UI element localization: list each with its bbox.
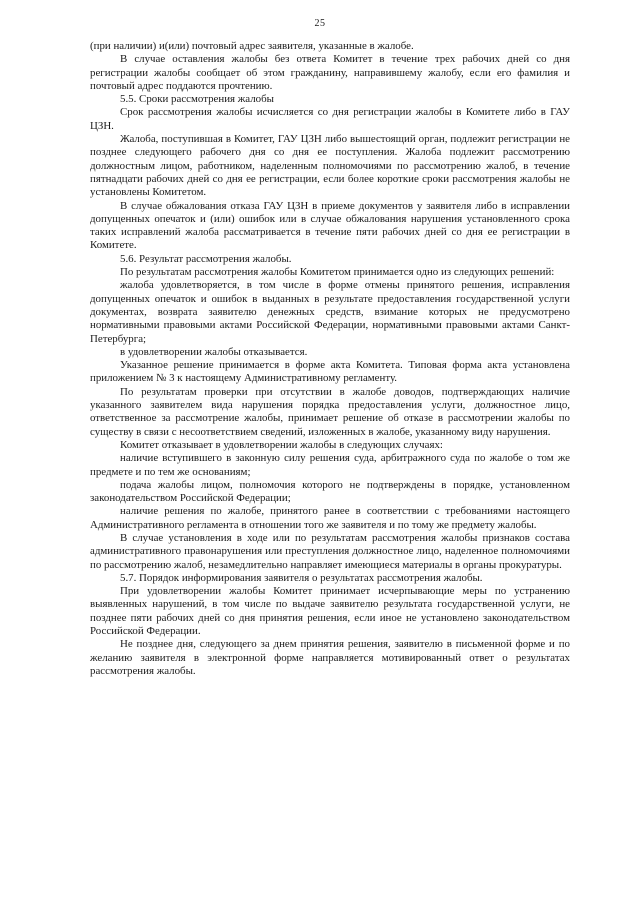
paragraph: Срок рассмотрения жалобы исчисляется со дня регистрации жалобы в Комитете либо в ГАУ ЦЗН. [90,106,570,132]
paragraph: Не позднее дня, следующего за днем принятия решения, заявителю в письменной форме и по желанию заявителя в электронной форме направляется мотивированный ответ о результатах рассмотрения жалобы. [90,638,570,677]
paragraph: В случае обжалования отказа ГАУ ЦЗН в приеме документов у заявителя либо в исправлении допущенных опечаток и (или) ошибок или в случае обжалования нарушения установленного срока таких исправлений жалоба рассматривается в течение пяти рабочих дней со дня ее регистрации в Комитете. [90,199,570,252]
paragraph: подача жалобы лицом, полномочия которого не подтверждены в порядке, установленном законодательством Российской Федерации; [90,478,570,505]
paragraph: По результатам проверки при отсутствии в жалобе доводов, подтверждающих наличие указанного заявителем вида нарушения порядка предоставления услуги, должностное лицо, ответственное за рассмотрение жалобы, принимает решение об отказе в рассмотрении жалобы по существу в связи с несоответствием сведений, изложенных в жалобе, указанному виду нарушения. [90,385,570,438]
paragraph: 5.5. Сроки рассмотрения жалобы [120,93,274,106]
paragraph: жалоба удовлетворяется, в том числе в форме отмены принятого решения, исправления допущенных опечаток и ошибок в выданных в результате предоставления государственной услуги документах, возврата заявителю денежных средств, взимание которых не предусмотрено нормативными правовыми актами Российской Федерации, нормативными правовыми актами Санкт-Петербурга; [90,279,570,345]
paragraph: Указанное решение принимается в форме акта Комитета. Типовая форма акта установлена приложением № 3 к настоящему Административному регламенту. [90,359,570,385]
paragraph: в удовлетворении жалобы отказывается. [120,345,308,358]
paragraph: Комитет отказывает в удовлетворении жалобы в следующих случаях: [120,438,443,451]
page-number: 25 [314,18,326,29]
paragraph: 5.6. Результат рассмотрения жалобы. [120,252,292,265]
paragraph: В случае оставления жалобы без ответа Комитет в течение трех рабочих дней со дня регистрации жалобы сообщает об этом гражданину, направившему жалобу, если его фамилия и почтовый адрес поддаются прочтению. [90,53,570,92]
paragraph: 5.7. Порядок информирования заявителя о результатах рассмотрения жалобы. [120,571,483,584]
paragraph: наличие решения по жалобе, принятого ранее в соответствии с требованиями настоящего Административного регламента в отношении того же заявителя и по тому же предмету жалобы. [90,505,570,531]
paragraph: Жалоба, поступившая в Комитет, ГАУ ЦЗН либо вышестоящий орган, подлежит регистрации не позднее следующего рабочего дня со дня ее поступления. Жалоба подлежит рассмотрению должностным лицом, работником, наделенным полномочиями по рассмотрению жалоб, в течение пятнадцати рабочих дней со дня ее регистрации, если более короткие сроки рассмотрения жалобы не установлены Комитетом. [90,133,570,199]
body-text [90,40,570,678]
paragraph: наличие вступившего в законную силу решения суда, арбитражного суда по жалобе о том же предмете и по тем же основаниям; [90,452,570,478]
paragraph: При удовлетворении жалобы Комитет принимает исчерпывающие меры по устранению выявленных нарушений, в том числе по выдаче заявителю результата государственной услуги, не позднее пяти рабочих дней со дня принятия решения, если иное не установлено законодательством Российской Федерации. [90,585,570,638]
paragraph: (при наличии) и(или) почтовый адрес заявителя, указанные в жалобе. [90,40,414,52]
paragraph: По результатам рассмотрения жалобы Комитетом принимается одно из следующих решений: [120,266,555,279]
paragraph: В случае установления в ходе или по результатам рассмотрения жалобы признаков состава административного правонарушения или преступления должностное лицо, наделенное полномочиями по рассмотрению жалоб, незамедлительно направляет имеющиеся материалы в органы прокуратуры. [90,531,570,571]
